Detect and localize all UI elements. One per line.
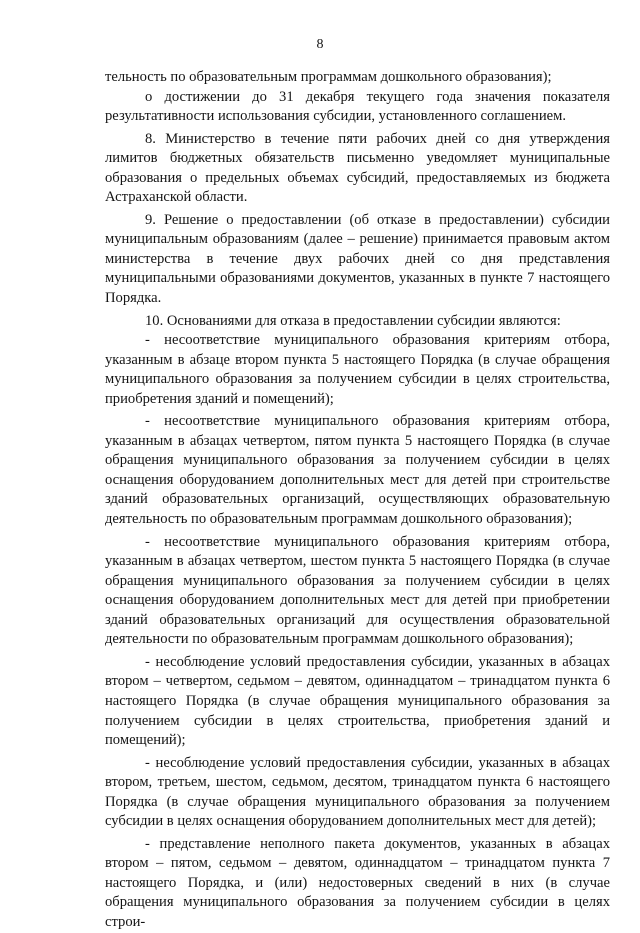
paragraph-item-9: 9. Решение о предоставлении (об отказе в предоставлении) субсидии муниципальным образованиям (далее – решение) принимается правовым актом министерства в течение двух рабочих дней со дня представления муниципальными образованиями документов, указанных в пункте 7 настоящего Порядка. xyxy=(105,211,610,307)
paragraph-item-8: 8. Министерство в течение пяти рабочих дней со дня утверждения лимитов бюджетных обязательств письменно уведомляет муниципальные образования о предельных объемах субсидий, предоставляемых из бюджета Астраханской области. xyxy=(105,130,610,206)
refusal-ground-4: - несоблюдение условий предоставления субсидии, указанных в абзацах втором – четвертом, седьмом – девятом, одиннадцатом – тринадцатом пункта 6 настоящего Порядка (в случае обращения муниципального образования за получением субсидии в целях строительства, приобретения зданий и помещений); xyxy=(105,653,610,749)
refusal-ground-5: - несоблюдение условий предоставления субсидии, указанных в абзацах втором, третьем, шестом, седьмом, десятом, тринадцатом пункта 6 настоящего Порядка (в случае обращения муниципального образования за получением субсидии в целях оснащения оборудованием дополнительных мест для детей); xyxy=(105,754,610,830)
refusal-ground-1: - несоответствие муниципального образования критериям отбора, указанным в абзаце втором пункта 5 настоящего Порядка (в случае обращения муниципального образования за получением субсидии в целях строительства, приобретения зданий и помещений); xyxy=(105,332,610,407)
refusal-ground-6: - представление неполного пакета документов, указанных в абзацах втором – пятом, седьмом – девятом, одиннадцатом – тринадцатом пункта 7 настоящего Порядка, и (или) недостоверных сведений в них (в случае обращения муниципального образования за получением субсидии в целях строи- xyxy=(105,835,610,930)
paragraph-indicator-condition: о достижении до 31 декабря текущего года значения показателя результативности использования субсидии, установленного соглашением. xyxy=(105,88,610,125)
refusal-ground-3: - несоответствие муниципального образования критериям отбора, указанным в абзацах четвертом, шестом пункта 5 настоящего Порядка (в случае обращения муниципального образования за получением субсидии в целях оснащения оборудованием дополнительных мест для детей при приобретении зданий образовательных организаций для осуществления образовательной деятельности по образовательным программам дошкольного образования); xyxy=(105,533,610,648)
refusal-ground-2: - несоответствие муниципального образования критериям отбора, указанным в абзацах четвертом, пятом пункта 5 настоящего Порядка (в случае обращения муниципального образования за получением субсидии в целях оснащения оборудованием дополнительных мест для детей при строительстве зданий образовательных организаций, осуществляющих образовательную деятельность по образовательным программам дошкольного образования); xyxy=(105,413,610,528)
document-body xyxy=(105,68,610,933)
paragraph-continuation: тельность по образовательным программам дошкольного образования); xyxy=(105,69,552,85)
page-number: 8 xyxy=(316,37,324,52)
paragraph-item-10: 10. Основаниями для отказа в предоставлении субсидии являются: xyxy=(145,312,561,329)
